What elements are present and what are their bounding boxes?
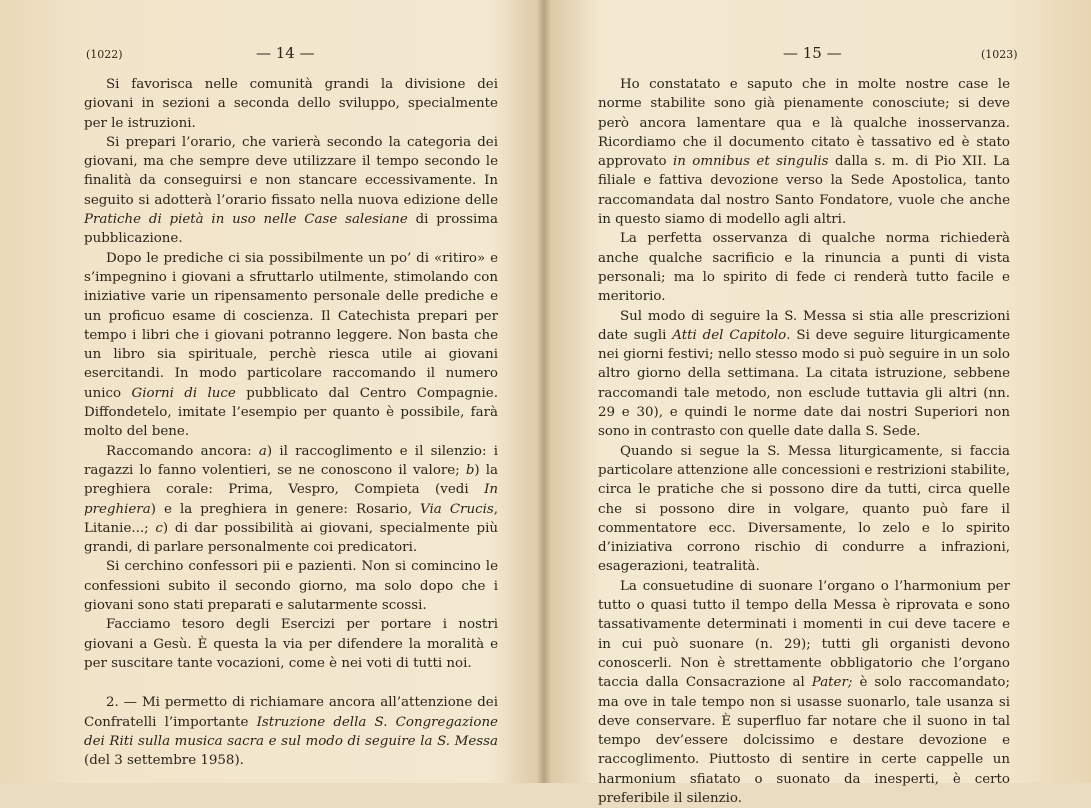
paragraph: Si favorisca nelle comunità grandi la divisione dei giovani in sezioni a seconda dello sviluppo, specialmente per le istruzioni.	[84, 77, 498, 131]
right-page	[551, 0, 1091, 806]
paragraph: Si prepari l’orario, che varierà secondo la categoria dei giovani, ma che sempre deve utilizzare il tempo secondo le finalità da conseguirsi e non stancare eccessivamente. In seguito si adotterà l’orario fissato nella nuova edizione delle Pratiche di pietà in uso nelle Case salesiane di prossima pubblicazione.	[84, 134, 498, 247]
right-page-number: — 15 —	[783, 44, 842, 62]
book-gutter	[537, 0, 551, 783]
left-page-body	[84, 75, 498, 770]
paragraph: Ho constatato e saputo che in molte nostre case le norme stabilite sono già pienamente conosciute; si deve però ancora lamentare qua e là qualche inosservanza. Ricordiamo che il documento citato è tassativo ed è stato approvato in omnibus et singulis dalla s. m. di Pio XII. La filiale e fattiva devozione verso la Sede Apostolica, tanto raccomandata dal nostro Santo Fondatore, vuole che anche in questo siamo di modello agli altri.	[598, 77, 1010, 228]
right-page-code: (1023)	[981, 48, 1018, 61]
paragraph: Dopo le prediche ci sia possibilmente un po’ di «ritiro» e s’impegnino i giovani a sfruttarlo utilmente, stimolando con iniziative varie un ripensamento personale delle prediche e un proficuo esame di coscienza. Il Catechista prepari per tempo i libri che i giovani potranno leggere. Non basta che un libro sia spirituale, perchè riesca utile ai giovani esercitandi. In modo particolare raccomando il numero unico Giorni di luce pubblicato dal Centro Compagnie. Diffondetelo, imitate l’esempio per quanto è possibile, farà molto del bene.	[84, 250, 498, 440]
paragraph: Sul modo di seguire la S. Messa si stia alle prescrizioni date sugli Atti del Capitolo. Si deve seguire liturgicamente nei giorni festivi; nello stesso modo si può seguire in un solo altro giorno della settimana. La citata istruzione, sebbene raccomandi tale metodo, non esclude tuttavia gli altri (nn. 29 e 30), e quindi le norme date dai nostri Superiori non sono in contrasto con quelle date dalla S. Sede.	[598, 308, 1010, 440]
left-page-number: — 14 —	[256, 44, 315, 62]
right-page-body	[598, 75, 1010, 808]
left-page	[0, 0, 537, 783]
paragraph: Quando si segue la S. Messa liturgicamente, si faccia particolare attenzione alle concessioni e restrizioni stabilite, circa le pratiche che si possono dire da tutti, circa quelle che si possono dire in volgare, quanto può fare il commentatore ecc. Diversamente, lo zelo e lo spirito d’iniziativa corrono rischio di condurre a infrazioni, esagerazioni, teatralità.	[598, 443, 1010, 575]
left-page-code: (1022)	[86, 48, 123, 61]
paragraph: 2. — Mi permetto di richiamare ancora all’attenzione dei Confratelli l’importante Istruzione della S. Congregazione dei Riti sulla musica sacra e sul modo di seguire la S. Messa (del 3 settembre 1958).	[84, 695, 498, 769]
paragraph: Si cerchino confessori pii e pazienti. Non si comincino le confessioni subito il secondo giorno, ma solo dopo che i giovani sono stati preparati e salutarmente scossi.	[84, 559, 498, 614]
paragraph: Raccomando ancora: a) il raccoglimento e il silenzio: i ragazzi lo fanno volentieri, se ne conoscono il valore; b) la preghiera corale: Prima, Vespro, Compieta (vedi In preghiera) e la preghiera in genere: Rosario, Via Crucis, Litanie...; c) di dar possibilità ai giovani, specialmente più grandi, di parlare personalmente coi predicatori.	[84, 443, 499, 556]
paragraph: La perfetta osservanza di qualche norma richiederà anche qualche sacrificio e la rinuncia a punti di vista personali; ma lo spirito di fede ci renderà tutto facile e meritorio.	[598, 231, 1010, 305]
paragraph: Facciamo tesoro degli Esercizi per portare i nostri giovani a Gesù. È questa la via per difendere la moralità e per suscitare tante vocazioni, come è nei voti di tutti noi.	[84, 617, 498, 671]
paragraph: La consuetudine di suonare l’organo o l’harmonium per tutto o quasi tutto il tempo della Messa è riprovata e sono tassativamente determinati i momenti in cui deve tacere e in cui può suonare (n. 29); tutti gli organisti devono conoscerli. Non è strettamente obbligatorio che l’organo taccia dalla Consacrazione al Pater; è solo raccomandato; ma ove in tale tempo non si usasse suonarlo, tale usanza si deve conservare. È superfluo far notare che il suono in tal tempo dev’essere dolcissimo e destare devozione e raccoglimento. Piuttosto di sentire in certe cappelle un harmonium sfiatato o suonato da inesperti, è certo preferibile il silenzio.	[598, 578, 1010, 806]
